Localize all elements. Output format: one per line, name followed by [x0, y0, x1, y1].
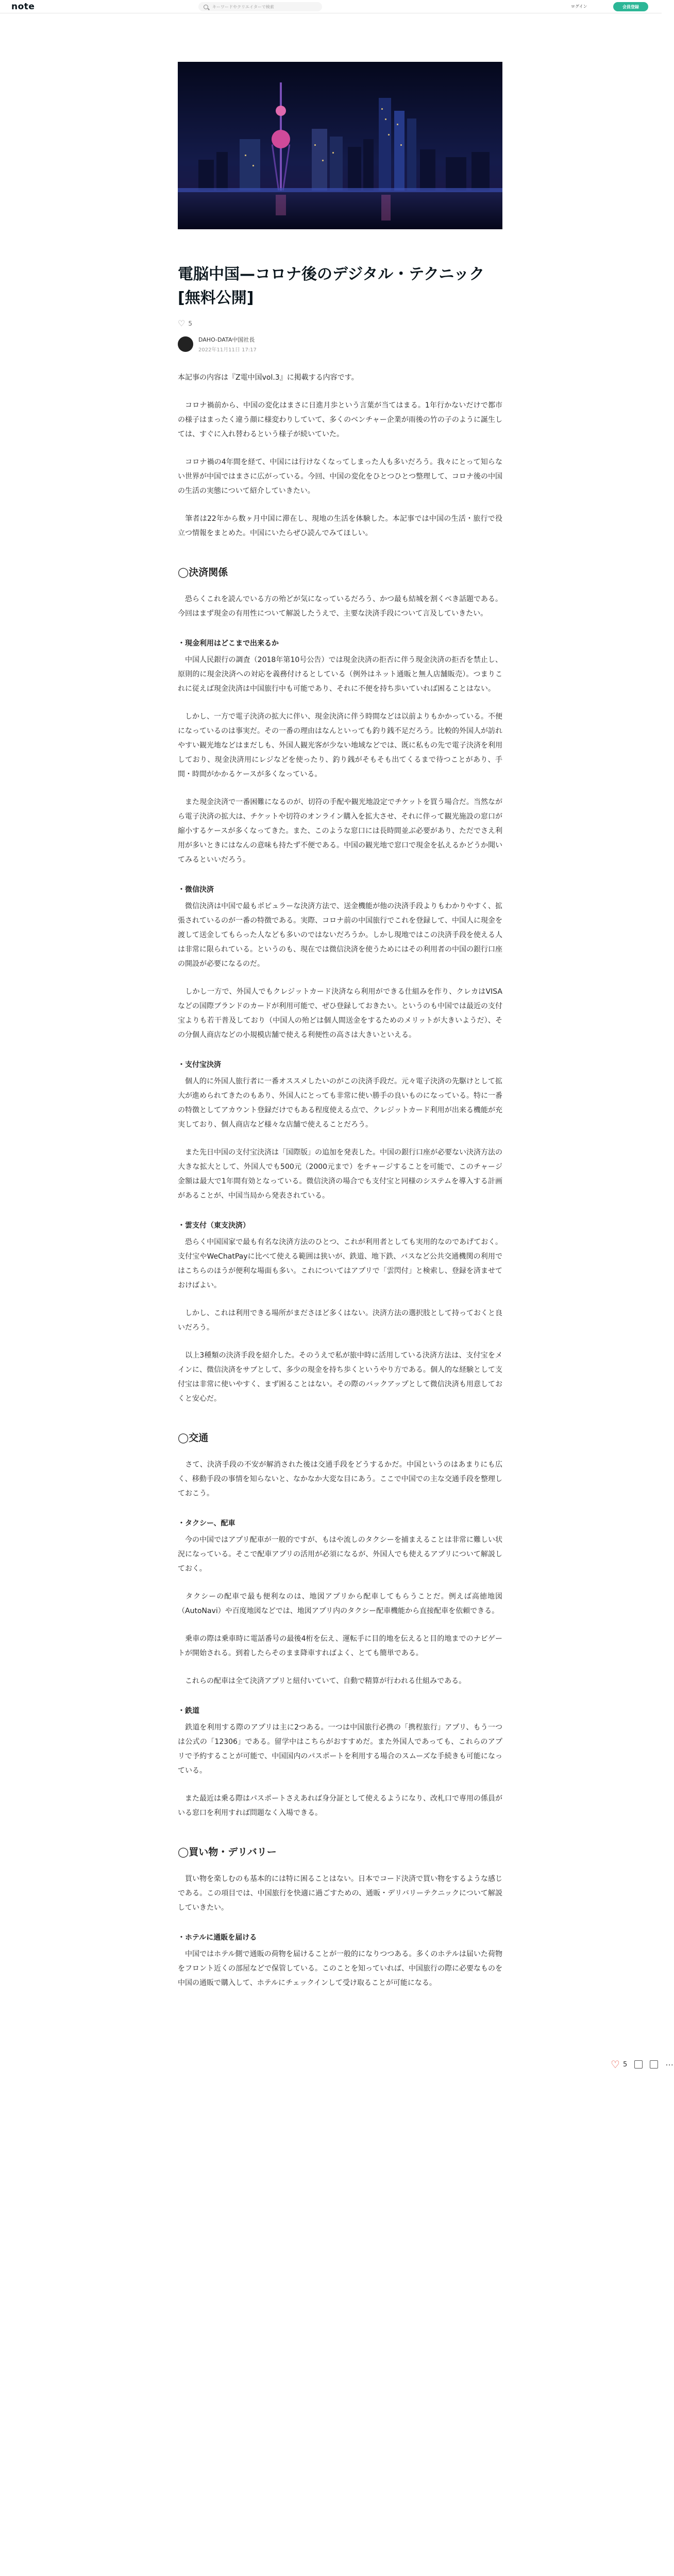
- comment-icon[interactable]: [634, 2060, 643, 2069]
- hero-image: [178, 62, 502, 229]
- article: [178, 263, 502, 2004]
- subheading: ・タクシー、配車: [178, 1519, 235, 1528]
- like-heart-icon[interactable]: ♡: [611, 2058, 620, 2071]
- paragraph: 恐らく中国国家で最も有名な決済方法のひとつ、これが利用者としても実用的なのであげておく。支付宝やWeChatPayに比べて使える範囲は狭いが、鉄道、地下鉄、バスなど公共交通機関の利用ではこちらのほうが便利な場面も多い。これについてはアプリで「雲閃付」と検索し、登録を済ませておけばよい。: [178, 1238, 502, 1290]
- subheading: ・現金利用はどこまで出来るか: [178, 639, 279, 648]
- paragraph: しかし一方で、外国人でもクレジットカード決済なら利用ができる仕組みを作り、クレカはVISAなどの国際ブランドのカードが利用可能で、ぜひ登録しておきたい。というのも中国では最近の支付宝よりも若干普及しており（中国人の殆どは個人間送金をするためのメリットが大きいようだ）、その分個人商店などの小規模店舗で使える利便性の高さは大きいといえる。: [178, 988, 502, 1039]
- subheading: ・微信決済: [178, 886, 214, 894]
- share-icon[interactable]: [650, 2060, 658, 2069]
- paragraph: コロナ禍前から、中国の変化はまさに日進月歩という言葉が当てはまる。1年行かないだけで都市の様子はまったく違う顔に様変わりしていて、多くのベンチャー企業が雨後の竹の子のように誕生しては、すぐに入れ替わるという様子が続いていた。: [178, 401, 502, 438]
- paragraph: 筆者は22年から数ヶ月中国に滞在し、現地の生活を体験した。本記事では中国の生活・旅行で役立つ情報をまとめた。中国にいたらぜひ読んでみてほしい。: [178, 515, 502, 537]
- section-intro: さて、決済手段の不安が解消された後は交通手段をどうするかだ。中国というのはあまりにも広く、移動手段の事情を知らないと、なかなか大変な目にあう。ここで中国での主な交通手段を整理しておこう。: [178, 1461, 502, 1498]
- register-button[interactable]: 会員登録: [613, 2, 648, 11]
- section-heading-payment: ◯決済関係: [178, 567, 228, 578]
- article-intro: 本記事の内容は『Z電中国vol.3』に掲載する内容です。: [178, 374, 359, 382]
- search-input[interactable]: [212, 5, 315, 9]
- subheading: ・支付宝決済: [178, 1061, 221, 1069]
- article-body: [178, 370, 502, 1990]
- side-like-count: 5: [622, 2060, 628, 2069]
- global-header: [0, 0, 662, 13]
- paragraph: コロナ禍の4年間を経て、中国には行けなくなってしまった人も多いだろう。我々にとって知らない世界が中国ではまさに広がっている。今回、中国の変化をひとつひとつ整理して、コロナ後の中国の生活の実態について紹介していきたい。: [178, 458, 502, 495]
- paragraph: 個人的に外国人旅行者に一番オススメしたいのがこの決済手段だ。元々電子決済の先駆けとして拡大が進められてきたのもあり、外国人にとっても非常に使い勝手の良いものになっている。特に一番の特徴としてアカウント登録だけでもある程度使える点で、クレジットカード利用が出来る機能が充実しており、個人商店など様々な店舗で使えることだろう。: [178, 1077, 502, 1129]
- skyline-illustration: [178, 62, 502, 229]
- paragraph: 中国ではホテル側で通販の荷物を届けることが一般的になりつつある。多くのホテルは届いた荷物をフロント近くの部屋などで保管している。このことを知っていれば、中国旅行の際に必要なものを中国の通販で購入して、ホテルにチェックインして受け取ることが可能になる。: [178, 1950, 502, 1987]
- paragraph: 乗車の際は乗車時に電話番号の最後4桁を伝え、運転手に目的地を伝えると目的地までのナビゲートが開始される。到着したらそのまま降車すればよく、とても簡単である。: [178, 1635, 502, 1657]
- avatar[interactable]: [178, 336, 193, 352]
- search-icon: [204, 5, 208, 9]
- author-row[interactable]: [178, 335, 502, 353]
- post-date: 2022年11月11日 17:17: [198, 347, 257, 353]
- like-summary[interactable]: [178, 318, 502, 328]
- paragraph: 鉄道を利用する際のアプリは主に2つある。一つは中国旅行必携の「携程旅行」アプリ、もう一つは公式の「12306」である。留学中はこちらがおすすめだ。また外国人であっても、これらのアプリで予約することが可能で、中国国内のパスポートを利用する場合のスムーズな手続きも可能になっている。: [178, 1723, 502, 1775]
- section-heading-transport: ◯交通: [178, 1432, 209, 1444]
- paragraph: 微信決済は中国で最もポピュラーな決済方法で、送金機能が他の決済手段よりもわかりやすく、拡張されているのが一番の特徴である。実際、コロナ前の中国旅行でこれを登録して、中国人に現金を渡して送金してもらった人なども多いのではないだろうか。しかし現地ではこの決済手段を使える人は非常に限られている。というのも、現在では微信決済を使うためにはその利用者の中国の銀行口座の開設が必要になるのだ。: [178, 902, 502, 968]
- login-link[interactable]: ログイン: [571, 4, 587, 9]
- note-logo[interactable]: note: [11, 2, 35, 12]
- heart-icon[interactable]: ♡: [178, 318, 186, 328]
- paragraph: しかし、一方で電子決済の拡大に伴い、現金決済に伴う時間などは以前よりもかかっている。不便になっているのは事実だ。その一番の理由はなんといっても釣り銭不足だろう。比較的外国人が訪れやすい観光地などはまだしも、外国人観光客が少ない地域などでは、既に私もの先で電子決済を利用しており、現金決済用にレジなどを使ったり、釣り銭がそもそも出てくるまで待つことがあり、手間・時間がかかるケースが多くなっている。: [178, 713, 502, 778]
- paragraph: また現金決済で一番困難になるのが、切符の手配や観光地設定でチケットを買う場合だ。当然ながら電子決済の拡大は、チケットや切符のオンライン購入を拡大させ、それに伴って観光施設の窓口が縮小するケースが多くなってきた。また、このような窓口には長時間並ぶ必要があり、ただでさえ利用が多いときにはなんの意味も持たず不便である。中国の観光地で窓口で現金を払えるかどうか聞いてみるといいだろう。: [178, 798, 502, 864]
- more-icon[interactable]: ⋯: [665, 2059, 674, 2070]
- section-outro: 以上3種類の決済手段を紹介した。そのうえで私が旅中時に活用している決済方法は、支付宝をメインに、微信決済をサブとして、多少の現金を持ち歩くというやり方である。個人的な経験として支付宝は非常に使いやすく、まず困ることはない。その際のバックアップとして微信決済も用意しておくと安心だ。: [178, 1351, 502, 1403]
- like-count: 5: [188, 319, 192, 327]
- paragraph: これらの配車は全て決済アプリと紐付いていて、自動で精算が行われる仕組みである。: [178, 1677, 466, 1685]
- author-meta: [198, 335, 257, 353]
- subheading: ・鉄道: [178, 1707, 199, 1715]
- article-title: 電脳中国—コロナ後のデジタル・テクニック [無料公開]: [178, 265, 485, 307]
- paragraph: また最近は乗る際はパスポートさえあれば身分証として使えるようになり、改札口で専用の係員がいる窓口を利用すれば問題なく入場できる。: [178, 1794, 502, 1817]
- subheading: ・雲支付（東支決済）: [178, 1222, 250, 1230]
- section-intro: 買い物を楽しむのも基本的には特に困ることはない。日本でコード決済で買い物をするような感じである。この項目では、中国旅行を快適に過ごすための、通販・デリバリーテクニックについて解説していきたい。: [178, 1875, 502, 1912]
- subheading: ・ホテルに通販を届ける: [178, 1934, 257, 1942]
- side-action-rail: [611, 2058, 674, 2071]
- search-bar[interactable]: [198, 2, 322, 11]
- paragraph: 中国人民銀行の調査（2018年第10号公告）では現金決済の拒否に伴う現金決済の拒否を禁止し、原則的に現金決済への対応を義務付けるとしている（例外はネット通販と無人店舗販売）。つまりこれに従えば現金決済は中国旅行中も可能であり、それに不便を持ち歩いていれば困ることはない。: [178, 656, 502, 693]
- author-name[interactable]: DAHO-DATA中国社長: [198, 336, 255, 343]
- paragraph: しかし、これは利用できる場所がまださほど多くはない。決済方法の選択肢として持っておくと良いだろう。: [178, 1309, 502, 1332]
- section-intro: 恐らくこれを読んでいる方の殆どが気になっているだろう、かつ最も結城を割くべき話題である。今回はまず現金の有用性について解説したうえで、主要な決済手段について言及していきたい。: [178, 595, 502, 618]
- paragraph: タクシーの配車で最も便利なのは、地図アプリから配車してもらうことだ。例えば高徳地図（AutoNavi）や百度地図などでは、地図アプリ内のタクシー配車機能から直接配車を依頼できる。: [178, 1592, 502, 1615]
- section-heading-shopping: ◯買い物・デリバリー: [178, 1846, 277, 1858]
- paragraph: また先日中国の支付宝決済は「国際版」の追加を発表した。中国の銀行口座が必要ない決済方法の大きな拡大として、外国人でも500元（2000元まで）をチャージすることを可能で、このチャージ金額は最大で1年間有効となっている。微信決済の場合でも支付宝と同様のシステムを導入する計画があることが、中国当局から発表されている。: [178, 1148, 502, 1200]
- paragraph: 今の中国ではアプリ配車が一般的ですが、もはや流しのタクシーを捕まえることは非常に難しい状況になっている。そこで配車アプリの活用が必須になるが、外国人でも使えるアプリについて解説しておく。: [178, 1536, 502, 1573]
